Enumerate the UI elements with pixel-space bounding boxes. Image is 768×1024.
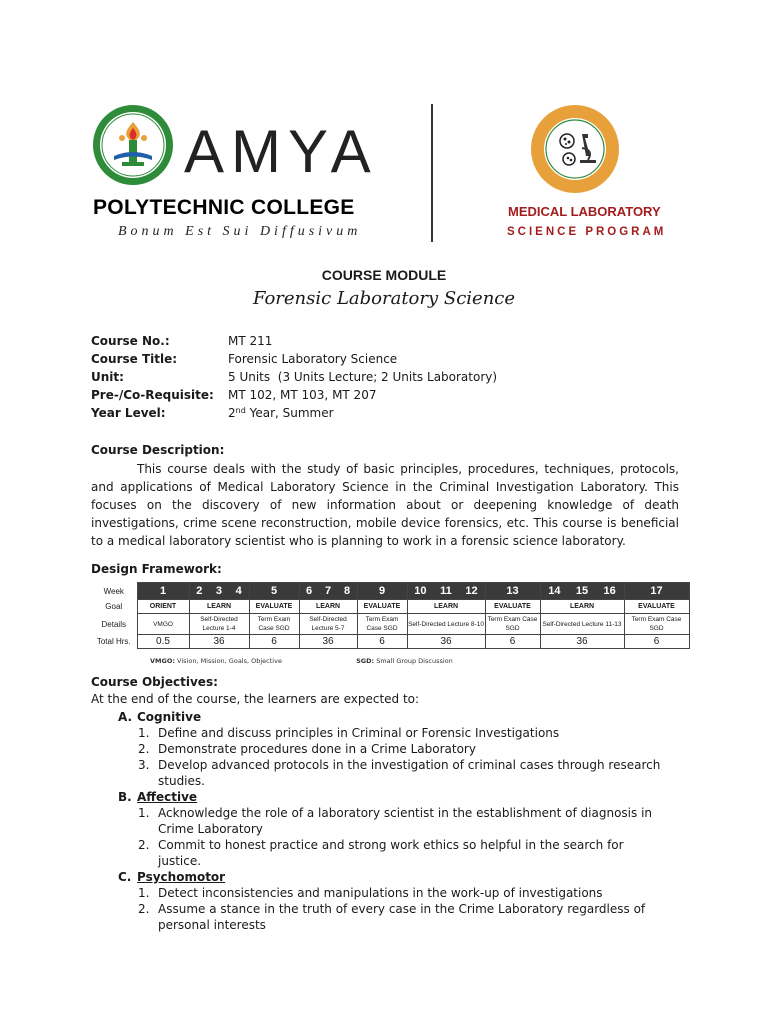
objective-text: Commit to honest practice and strong work ethics so helpful in the search for justice. <box>158 838 624 868</box>
week-number: 4 <box>235 585 242 597</box>
hours-cell: 36 <box>407 635 485 649</box>
week-number: 8 <box>343 585 351 597</box>
objective-number: 1. <box>138 806 150 820</box>
domain-name: Psychomotor <box>137 870 226 884</box>
week-numbers <box>541 585 624 597</box>
framework-legend <box>150 657 453 665</box>
objective-number: 1. <box>138 726 150 740</box>
year-term: Year, Summer <box>245 406 334 420</box>
objective-number: 2. <box>138 838 150 852</box>
objective-text: Acknowledge the role of a laboratory scientist in the establishment of diagnosis in Crime Laboratory <box>158 806 653 836</box>
week-number: 12 <box>465 585 478 597</box>
design-framework-table <box>91 582 689 649</box>
info-value: MT 211 <box>228 334 273 348</box>
objective-text: Define and discuss principles in Criminal or Forensic Investigations <box>158 726 560 740</box>
week-number: 9 <box>378 585 386 597</box>
objective-number: 3. <box>138 758 150 772</box>
medlab-seal-icon <box>530 104 620 194</box>
legend-meaning: Small Group Discussion <box>376 657 453 665</box>
week-numbers <box>625 585 689 597</box>
details-cell: Term Exam Case SGD <box>249 614 299 635</box>
week-number: 13 <box>506 585 519 597</box>
details-cell: Self-Directed Lecture 5-7 <box>299 614 357 635</box>
week-number: 7 <box>324 585 332 597</box>
info-row-prerequisite <box>91 386 651 404</box>
week-row <box>91 583 689 600</box>
info-key: Pre-/Co-Requisite: <box>91 388 214 402</box>
domain-letter: A. <box>118 710 133 724</box>
week-number: 15 <box>575 585 589 597</box>
year-number: 2 <box>228 406 236 420</box>
row-label-goal: Goal <box>105 602 123 611</box>
domain-letter: B. <box>118 790 132 804</box>
details-cell: Term Exam Case SGD <box>624 614 689 635</box>
hours-cell: 36 <box>540 635 624 649</box>
objective-number: 1. <box>138 886 150 900</box>
info-value: Forensic Laboratory Science <box>228 352 398 366</box>
details-cell: Term Exam Case SGD <box>485 614 540 635</box>
domain-name: Cognitive <box>137 710 202 724</box>
week-number: 1 <box>159 585 167 597</box>
goal-cell: ORIENT <box>137 600 189 614</box>
goal-cell: EVALUATE <box>249 600 299 614</box>
row-label-details: Details <box>101 619 126 629</box>
info-value: 5 Units (3 Units Lecture; 2 Units Laboratory) <box>228 370 498 384</box>
objective-number: 2. <box>138 902 150 916</box>
week-cell <box>407 583 485 600</box>
week-cell <box>357 583 407 600</box>
objectives-intro: At the end of the course, the learners are expected to: <box>91 692 420 706</box>
week-numbers <box>300 585 357 597</box>
hours-cell: 6 <box>485 635 540 649</box>
objective-item <box>118 805 670 837</box>
college-motto: Bonum Est Sui Diffusivum <box>118 224 362 239</box>
info-value <box>228 404 334 422</box>
week-number: 5 <box>270 585 278 597</box>
row-label-hours: Total Hrs. <box>96 637 131 646</box>
info-row-year-level <box>91 404 651 422</box>
hours-row <box>91 635 689 649</box>
info-row-course-no <box>91 332 651 350</box>
week-numbers <box>138 585 189 597</box>
objective-text: Develop advanced protocols in the investigation of criminal cases through research studies. <box>158 758 661 788</box>
goal-cell: EVALUATE <box>357 600 407 614</box>
info-key: Year Level: <box>91 406 166 420</box>
goal-row <box>91 600 689 614</box>
goal-cell: LEARN <box>299 600 357 614</box>
objective-text: Assume a stance in the truth of every case in the Crime Laboratory regardless of personal interests <box>158 902 646 932</box>
week-numbers <box>486 585 540 597</box>
details-cell: Self-Directed Lecture 8-10 <box>407 614 485 635</box>
program-line-2: SCIENCE PROGRAM <box>507 226 667 238</box>
week-numbers <box>408 585 485 597</box>
week-number: 6 <box>305 585 313 597</box>
objective-item <box>118 757 670 789</box>
week-cell <box>189 583 249 600</box>
hours-cell: 6 <box>624 635 689 649</box>
description-text: This course deals with the study of basic principles, procedures, techniques, protocols, and applications of Medical Laboratory Science in the Criminal Investigation Laboratory. This focuses on the discovery of new information about or deepening knowledge of death investigations, crime scene reconstruction, mobile device forensics, etc. This course is beneficial to a medical laboratory scientist who is planning to work in a forensic science laboratory. <box>91 462 679 548</box>
module-subject: Forensic Laboratory Science <box>252 288 516 309</box>
week-cell <box>540 583 624 600</box>
description-heading: Course Description: <box>91 443 225 457</box>
info-row-course-title <box>91 350 651 368</box>
objective-domain <box>118 789 678 805</box>
goal-cell: LEARN <box>407 600 485 614</box>
week-numbers <box>250 585 299 597</box>
week-number: 16 <box>603 585 616 597</box>
goal-cell: EVALUATE <box>624 600 689 614</box>
week-cell <box>624 583 689 600</box>
objectives-list <box>118 709 678 933</box>
info-key: Course Title: <box>91 352 178 366</box>
details-row <box>91 614 689 635</box>
year-suffix: nd <box>235 406 246 415</box>
details-cell: Term Exam Case SGD <box>357 614 407 635</box>
goal-cell: LEARN <box>540 600 624 614</box>
objective-number: 2. <box>138 742 150 756</box>
objective-item <box>118 901 670 933</box>
details-cell: VMGO <box>137 614 189 635</box>
week-numbers <box>190 585 249 597</box>
domain-name: Affective <box>137 790 198 804</box>
legend-abbr: VMGO: <box>150 657 175 665</box>
module-heading: COURSE MODULE <box>321 267 447 283</box>
objective-domain <box>118 869 678 885</box>
info-key: Course No.: <box>91 334 170 348</box>
details-cell: Self-Directed Lecture 11-13 <box>540 614 624 635</box>
legend-abbr: SGD: <box>356 657 375 665</box>
college-name-top: AMYA <box>184 118 378 185</box>
week-cell <box>137 583 189 600</box>
hours-cell: 6 <box>357 635 407 649</box>
hours-cell: 36 <box>299 635 357 649</box>
course-info <box>91 332 651 422</box>
week-numbers <box>358 585 407 597</box>
objectives-heading: Course Objectives: <box>91 675 218 689</box>
week-number: 10 <box>414 585 427 597</box>
hours-cell: 0.5 <box>137 635 189 649</box>
week-number: 11 <box>440 585 452 597</box>
row-label-week: Week <box>103 586 124 596</box>
objective-item <box>118 885 670 901</box>
details-cell: Self-Directed Lecture 1-4 <box>189 614 249 635</box>
week-cell <box>249 583 299 600</box>
header-divider <box>431 104 433 242</box>
objective-item <box>118 725 670 741</box>
objective-text: Demonstrate procedures done in a Crime Laboratory <box>158 742 476 756</box>
goal-cell: LEARN <box>189 600 249 614</box>
info-value: MT 102, MT 103, MT 207 <box>228 388 377 402</box>
info-key: Unit: <box>91 370 124 384</box>
objective-item <box>118 741 670 757</box>
program-line-1: MEDICAL LABORATORY <box>508 204 661 219</box>
hours-cell: 36 <box>189 635 249 649</box>
week-number: 2 <box>196 585 203 597</box>
week-number: 14 <box>548 585 561 597</box>
week-cell <box>299 583 357 600</box>
hours-cell: 6 <box>249 635 299 649</box>
week-number: 17 <box>650 585 663 597</box>
week-number: 3 <box>215 585 223 597</box>
goal-cell: EVALUATE <box>485 600 540 614</box>
objective-text: Detect inconsistencies and manipulations in the work-up of investigations <box>158 886 603 900</box>
objective-item <box>118 837 670 869</box>
info-row-unit <box>91 368 651 386</box>
domain-letter: C. <box>118 870 132 884</box>
objective-domain <box>118 709 678 725</box>
college-seal-icon <box>92 104 174 186</box>
college-name-bottom: POLYTECHNIC COLLEGE <box>93 196 355 219</box>
legend-meaning: Vision, Mission, Goals, Objective <box>177 657 282 665</box>
framework-heading: Design Framework: <box>91 562 222 576</box>
week-cell <box>485 583 540 600</box>
